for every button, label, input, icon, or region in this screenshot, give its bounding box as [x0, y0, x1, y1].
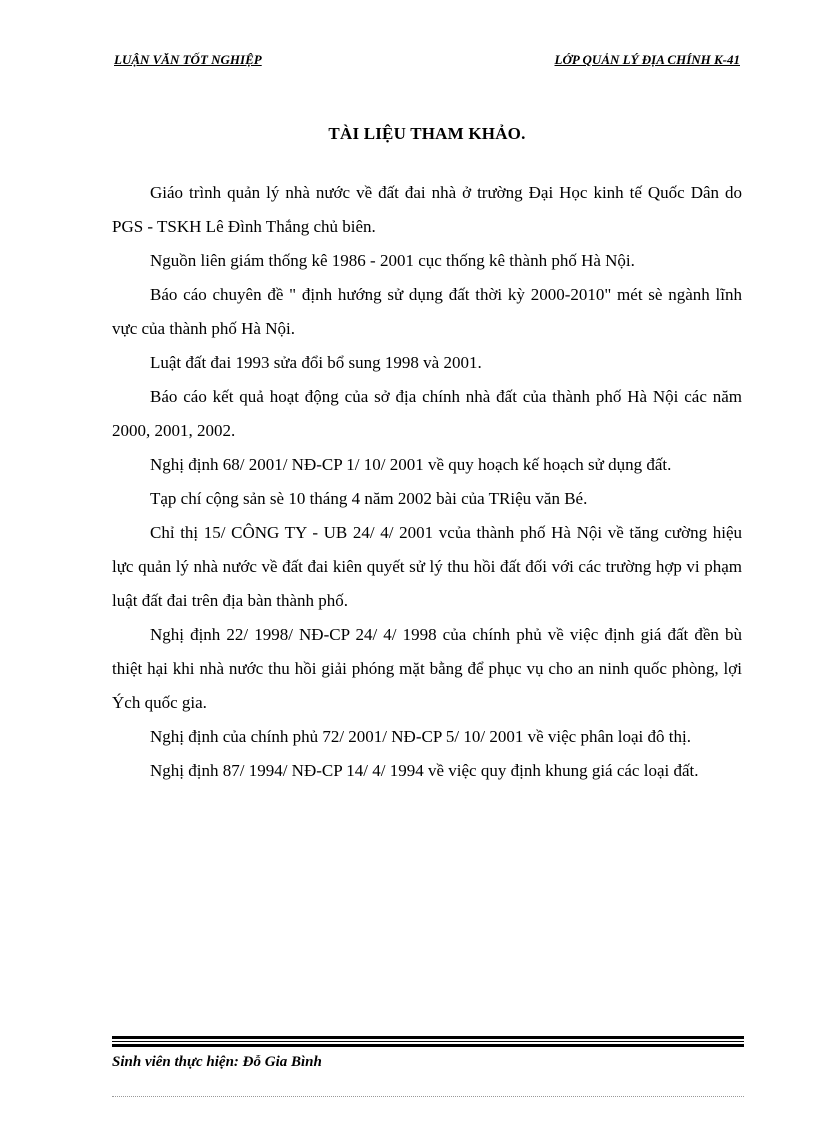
reference-item: Báo cáo kết quả hoạt động của sở địa chính nhà đất của thành phố Hà Nội các năm 2000, 2001, 2002. [112, 387, 742, 440]
footer-author: Sinh viên thực hiện: Đỗ Gia Bình [112, 1054, 322, 1070]
reference-item: Nghị định của chính phủ 72/ 2001/ NĐ-CP 5/ 10/ 2001 về việc phân loại đô thị. [150, 727, 691, 746]
reference-item: Báo cáo chuyên đề " định hướng sử dụng đất thời kỳ 2000-2010" mét sè ngành lĩnh vực của thành phố Hà Nội. [112, 285, 742, 338]
reference-list [112, 176, 742, 788]
footer-rule-bottom [112, 1044, 744, 1047]
reference-item: Nghị định 68/ 2001/ NĐ-CP 1/ 10/ 2001 về quy hoạch kế hoạch sử dụng đất. [150, 455, 672, 474]
reference-item: Nghị định 22/ 1998/ NĐ-CP 24/ 4/ 1998 của chính phủ về việc định giá đất đền bù thiệt hại khi nhà nước thu hồi giải phóng mặt bằng để phục vụ cho an ninh quốc phòng, lợi Ých quốc gia. [112, 625, 742, 712]
reference-item: Giáo trình quản lý nhà nước về đất đai nhà ở trường Đại Học kinh tế Quốc Dân do PGS - TSKH Lê Đình Thắng chủ biên. [112, 183, 742, 236]
reference-item: Nghị định 87/ 1994/ NĐ-CP 14/ 4/ 1994 về việc quy định khung giá các loại đất. [150, 761, 699, 780]
header-right-text: LỚP QUẢN LÝ ĐỊA CHÍNH K-41 [554, 52, 740, 67]
footer-rule-top [112, 1036, 744, 1039]
reference-item: Luật đất đai 1993 sửa đổi bổ sung 1998 và 2001. [150, 353, 482, 372]
page-title: TÀI LIỆU THAM KHẢO. [328, 124, 526, 143]
reference-item: Chỉ thị 15/ CÔNG TY - UB 24/ 4/ 2001 vcủa thành phố Hà Nội về tăng cường hiệu lực quản lý nhà nước về đất đai kiên quyết sử lý thu hồi đất đối với các trường hợp vi phạm luật đất đai trên địa bàn thành phố. [112, 523, 742, 610]
header-left-text: LUẬN VĂN TỐT NGHIỆP [114, 52, 262, 67]
footer-divider [112, 1036, 744, 1047]
page-bottom-dotted-line [112, 1096, 744, 1097]
footer-rule-middle [112, 1041, 744, 1042]
reference-item: Nguồn liên giám thống kê 1986 - 2001 cục thống kê thành phố Hà Nội. [150, 251, 635, 270]
page-header [112, 50, 742, 70]
reference-item: Tạp chí cộng sản sè 10 tháng 4 năm 2002 bài của TRiệu văn Bé. [150, 489, 588, 508]
